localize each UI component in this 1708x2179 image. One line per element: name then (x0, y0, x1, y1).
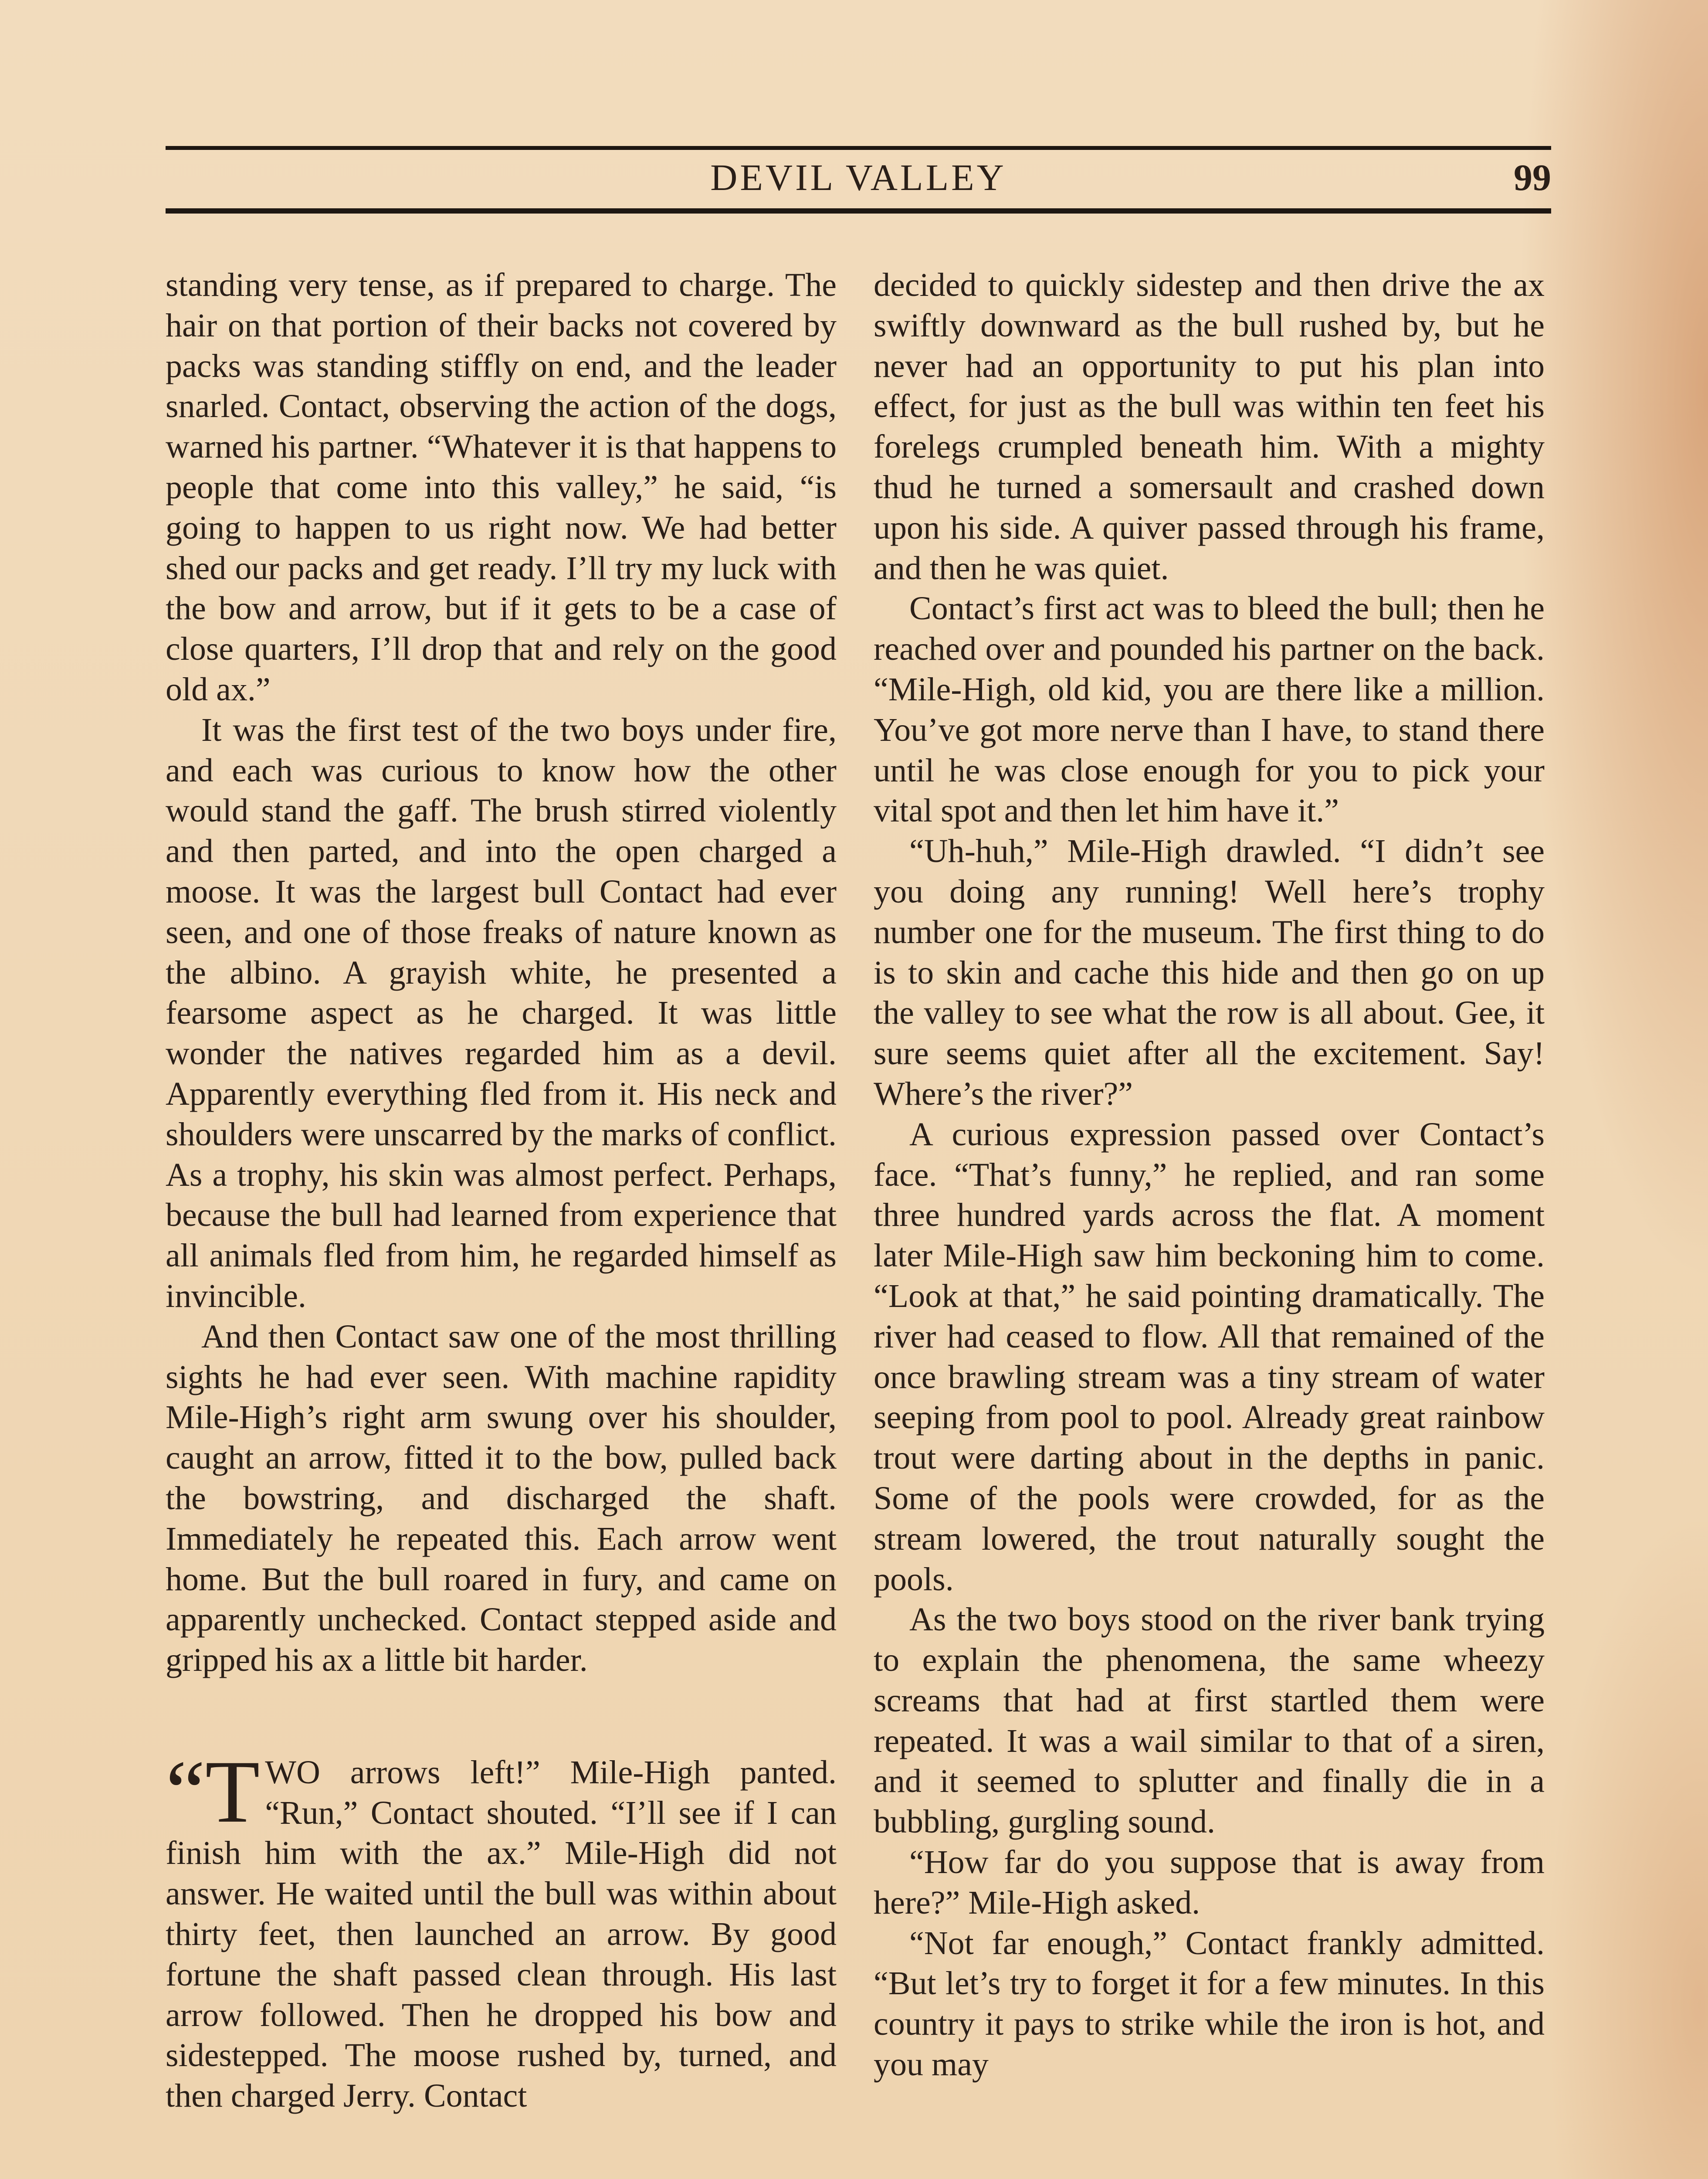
paragraph: standing very tense, as if prepared to charge. The hair on that portion of their backs not covered by packs was standing stiffly on end, and the leader snarled. Contact, observing the action of the dogs, warned his partner. “Whatever it is that happens to people that come into this valley,” he said, “is going to happen to us right now. We had better shed our packs and get ready. I’ll try my luck with the bow and arrow, but if it gets to be a case of close quarters, I’ll drop that and rely on the good old ax.” (166, 267, 837, 708)
page-number: 99 (1514, 156, 1551, 198)
paragraph-text: WO arrows left!” Mile-High panted. “Run,” Contact shouted. “I’ll see if I can finish him with the ax.” Mile-High did not answer. He waited until the bull was within about thirty feet, then launched an arrow. By good fortune the shaft passed clean through. His last arrow followed. Then he dropped his bow and sidestepped. The moose rushed by, turned, and then charged Jerry. Contact (166, 1754, 837, 2115)
right-column (874, 265, 1545, 2085)
paragraph: “How far do you suppose that is away from here?” Mile-High asked. (874, 1844, 1545, 1921)
paragraph: “Uh-huh,” Mile-High drawled. “I didn’t see you doing any running! Well here’s trophy number one for the museum. The first thing to do is to skin and cache this hide and then go on up the valley to see what the row is all about. Gee, it sure seems quiet after all the excitement. Say! Where’s the river?” (874, 833, 1545, 1112)
paragraph: It was the first test of the two boys under fire, and each was curious to know how the other would stand the gaff. The brush stirred violently and then parted, and into the open charged a moose. It was the largest bull Contact had ever seen, and one of those freaks of nature known as the albino. A grayish white, he presented a fearsome aspect as he charged. It was little wonder the natives regarded him as a devil. Apparently everything fled from it. His neck and shoulders were unscarred by the marks of conflict. As a trophy, his skin was almost perfect. Perhaps, because the bull had learned from experience that all animals fled from him, he regarded himself as invincible. (166, 711, 837, 1314)
paragraph: “Not far enough,” Contact frankly admitted. “But let’s try to forget it for a few minutes. In this country it pays to strike while the iron is hot, and you may (874, 1924, 1545, 2083)
paragraph: decided to quickly sidestep and then drive the ax swiftly downward as the bull rushed by, but he never had an opportunity to put his plan into effect, for just as the bull was within ten feet his forelegs crumpled beneath him. With a mighty thud he turned a somersault and crashed down upon his side. A quiver passed through his frame, and then he was quiet. (874, 267, 1545, 587)
paragraph: A curious expression passed over Contact’s face. “That’s funny,” he replied, and ran some three hundred yards across the flat. A moment later Mile-High saw him beckoning him to come. “Look at that,” he said pointing dramatically. The river had ceased to flow. All that remained of the once brawling stream was a tiny stream of water seeping from pool to pool. Already great rainbow trout were darting about in the depths in panic. Some of the pools were crowded, for as the stream lowered, the trout naturally sought the pools. (874, 1116, 1545, 1598)
header-rule-bottom (166, 208, 1551, 214)
section-break (166, 1680, 837, 1752)
header-rule-top (166, 146, 1551, 150)
paragraph: Contact’s first act was to bleed the bull; then he reached over and pounded his partner on the back. “Mile-High, old kid, you are there like a million. You’ve got more nerve than I have, to stand there until he was close enough for you to pick your vital spot and then let him have it.” (874, 590, 1545, 829)
paragraph: And then Contact saw one of the most thrilling sights he had ever seen. With machine rapidity Mile-High’s right arm swung over his shoulder, caught an arrow, fitted it to the bow, pulled back the bowstring, and discharged the shaft. Immediately he repeated this. Each arrow went home. But the bull roared in fury, and came on apparently unchecked. Contact stepped aside and gripped his ax a little bit harder. (166, 1318, 837, 1679)
paragraph: As the two boys stood on the river bank trying to explain the phenomena, the same wheezy screams that had at first startled them were repeated. It was a wail similar to that of a siren, and it seemed to splutter and finally die in a bubbling, gurgling sound. (874, 1601, 1545, 1840)
drop-cap: “T (166, 1742, 260, 1841)
paragraph-with-dropcap (166, 1742, 837, 2116)
left-column (166, 265, 837, 2116)
running-title: DEVIL VALLEY (710, 156, 1006, 198)
